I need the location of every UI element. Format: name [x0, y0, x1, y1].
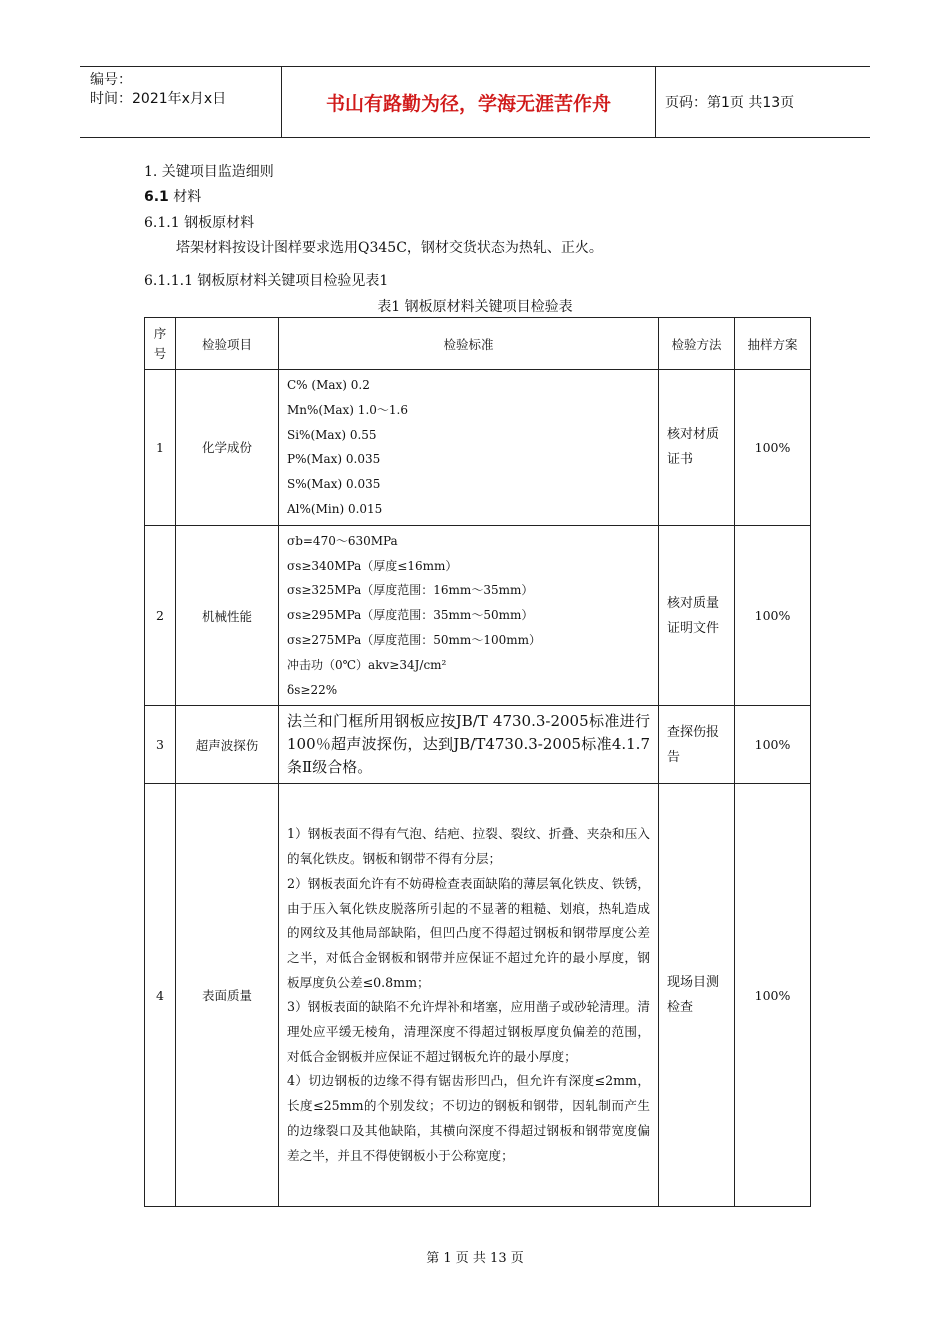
header-motto: 书山有路勤为径，学海无涯苦作舟	[282, 67, 656, 137]
table-row	[145, 525, 811, 706]
standard-line: σs≥275MPa（厚度范围：50mm～100mm）	[287, 632, 541, 647]
intro-paragraph: 塔架材料按设计图样要求选用Q345C，钢材交货状态为热轧、正火。	[176, 240, 603, 256]
standard-paragraph: 3）钢板表面的缺陷不允许焊补和堵塞，应用凿子或砂轮清理。清理处应平缓无棱角，清理深度不得超过钢板厚度负偏差的范围，对低合金钢板并应保证不超过钢板允许的最小厚度；	[287, 999, 650, 1064]
section-heading-2-number: 6.1	[144, 189, 169, 205]
row-method: 查探伤报告	[659, 706, 735, 784]
row-standard	[279, 784, 659, 1207]
row-no: 1	[145, 370, 176, 526]
row-sample: 100%	[735, 370, 811, 526]
col-header-no: 序号	[145, 318, 176, 370]
standard-line: σb=470～630MPa	[287, 533, 398, 548]
inspection-table	[144, 317, 811, 1207]
section-heading-1: 1. 关键项目监造细则	[144, 164, 274, 180]
standard-line: σs≥295MPa（厚度范围：35mm～50mm）	[287, 608, 534, 623]
standard-paragraph: 4）切边钢板的边缘不得有锯齿形凹凸，但允许有深度≤2mm，长度≤25mm的个别发纹；不切边的钢板和钢带，因轧制而产生的边缘裂口及其他缺陷，其横向深度不得超过钢板和钢带宽度偏差之半，并且不得使钢板小于公称宽度；	[287, 1073, 650, 1163]
row-standard: 法兰和门框所用钢板应按JB/T 4730.3-2005标准进行100％超声波探伤，达到JB/T4730.3-2005标准4.1.7条Ⅱ级合格。	[279, 706, 659, 784]
row-standard	[279, 525, 659, 706]
row-sample: 100%	[735, 706, 811, 784]
standard-line: S%(Max) 0.035	[287, 477, 381, 492]
section-heading-4: 6.1.1.1 钢板原材料关键项目检验见表1	[144, 273, 389, 289]
row-no: 2	[145, 525, 176, 706]
standard-line: Si%(Max) 0.55	[287, 427, 377, 442]
row-sample: 100%	[735, 784, 811, 1207]
header-date: 时间：2021年x月x日	[90, 91, 227, 107]
section-heading-2-text: 材料	[168, 189, 202, 205]
table-caption: 表1 钢板原材料关键项目检验表	[377, 299, 573, 315]
row-method: 核对质量证明文件	[659, 525, 735, 706]
page-header	[80, 66, 870, 138]
standard-line: Al%(Min) 0.015	[287, 501, 383, 516]
row-standard	[279, 370, 659, 526]
table-row	[145, 370, 811, 526]
section-heading-3: 6.1.1 钢板原材料	[144, 215, 255, 231]
col-header-standard: 检验标准	[279, 318, 659, 370]
header-meta	[80, 67, 282, 137]
standard-line: δs≥22%	[287, 682, 338, 697]
row-item: 超声波探伤	[176, 706, 279, 784]
page-footer: 第 1 页 共 13 页	[426, 1251, 524, 1266]
table-row	[145, 784, 811, 1207]
row-method: 现场目测检查	[659, 784, 735, 1207]
col-header-method: 检验方法	[659, 318, 735, 370]
standard-paragraph: 2）钢板表面允许有不妨碍检查表面缺陷的薄层氧化铁皮、铁锈，由于压入氧化铁皮脱落所引起的不显著的粗糙、划痕，热轧造成的网纹及其他局部缺陷，但凹凸度不得超过钢板和钢带厚度公差之半，对低合金钢板和钢带并应保证不超过允许的最小厚度，钢板厚度负公差≤0.8mm；	[287, 875, 650, 990]
section-heading-2	[144, 186, 201, 206]
header-page-info: 页码：第1页 共13页	[665, 95, 795, 111]
col-header-item: 检验项目	[176, 318, 279, 370]
row-no: 4	[145, 784, 176, 1207]
standard-paragraph: 1）钢板表面不得有气泡、结疤、拉裂、裂纹、折叠、夹杂和压入的氧化铁皮。钢板和钢带不得有分层；	[287, 826, 650, 867]
row-no: 3	[145, 706, 176, 784]
col-header-sample: 抽样方案	[735, 318, 811, 370]
table-header-row	[145, 318, 811, 370]
standard-line: σs≥325MPa（厚度范围：16mm～35mm）	[287, 583, 534, 598]
row-sample: 100%	[735, 525, 811, 706]
row-item: 表面质量	[176, 784, 279, 1207]
standard-line: σs≥340MPa（厚度≤16mm）	[287, 558, 458, 573]
row-method: 核对材质证书	[659, 370, 735, 526]
row-item: 化学成份	[176, 370, 279, 526]
header-number: 编号：	[90, 72, 132, 88]
standard-line: 冲击功（0℃）akv≥34J/cm²	[287, 657, 447, 672]
standard-line: Mn%(Max) 1.0～1.6	[287, 402, 408, 417]
standard-line: P%(Max) 0.035	[287, 452, 381, 467]
row-item: 机械性能	[176, 525, 279, 706]
table-row	[145, 706, 811, 784]
standard-line: C% (Max) 0.2	[287, 378, 370, 392]
